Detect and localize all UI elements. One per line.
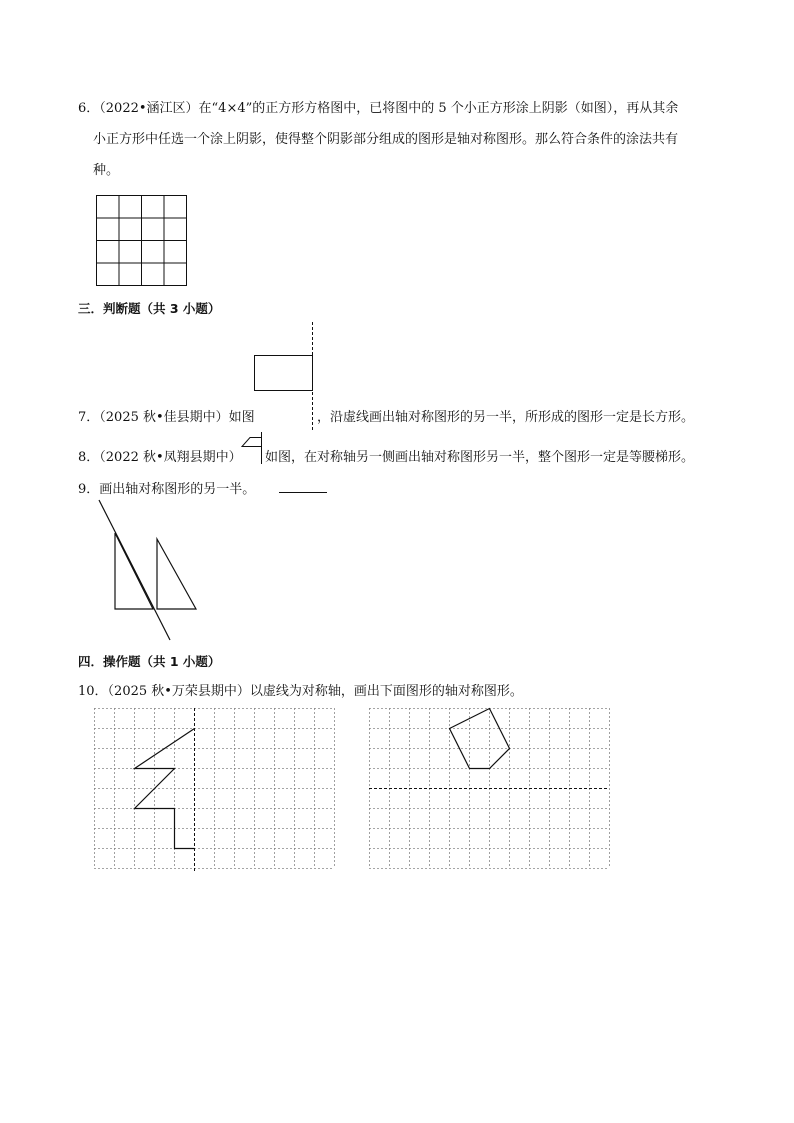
q6-grid-figure — [96, 195, 188, 287]
q8-prefix: 8．（2022 秋•凤翔县期中） — [78, 450, 242, 465]
q9-triangles-figure — [95, 500, 205, 642]
q6-line1: 6．（2022•涵江区）在“4×4”的正方形方格图中，已将图中的 5 个小正方形涂上阴影（如图），再从其余 — [78, 101, 679, 116]
q6-line2: 小正方形中任选一个涂上阴影，使得整个阴影部分组成的图形是轴对称图形。那么符合条件的涂法共有 — [93, 132, 679, 147]
q10-right-grid-figure — [369, 708, 611, 870]
q10-left-grid-figure — [94, 708, 336, 870]
q6-line3: 种。 — [93, 163, 120, 178]
section-3-heading: 三．判断题（共 3 小题） — [78, 301, 221, 316]
q9-label: 9．画出轴对称图形的另一半。 — [78, 482, 256, 497]
q10-text: 10．（2025 秋•万荣县期中）以虚线为对称轴，画出下面图形的轴对称图形。 — [78, 684, 523, 699]
q7-half-rectangle-figure — [250, 322, 320, 434]
section-4-heading: 四．操作题（共 1 小题） — [78, 654, 221, 669]
q8-half-trapezoid-figure — [241, 432, 265, 466]
q7-prefix: 7．（2025 秋•佳县期中）如图 — [78, 410, 255, 425]
q8-suffix: 如图，在对称轴另一侧画出轴对称图形另一半，整个图形一定是等腰梯形。 — [265, 450, 695, 465]
q7-suffix: ，沿虚线画出轴对称图形的另一半，所形成的图形一定是长方形。 — [317, 410, 695, 425]
q9-answer-blank[interactable] — [279, 478, 327, 493]
q9-text — [78, 478, 327, 499]
